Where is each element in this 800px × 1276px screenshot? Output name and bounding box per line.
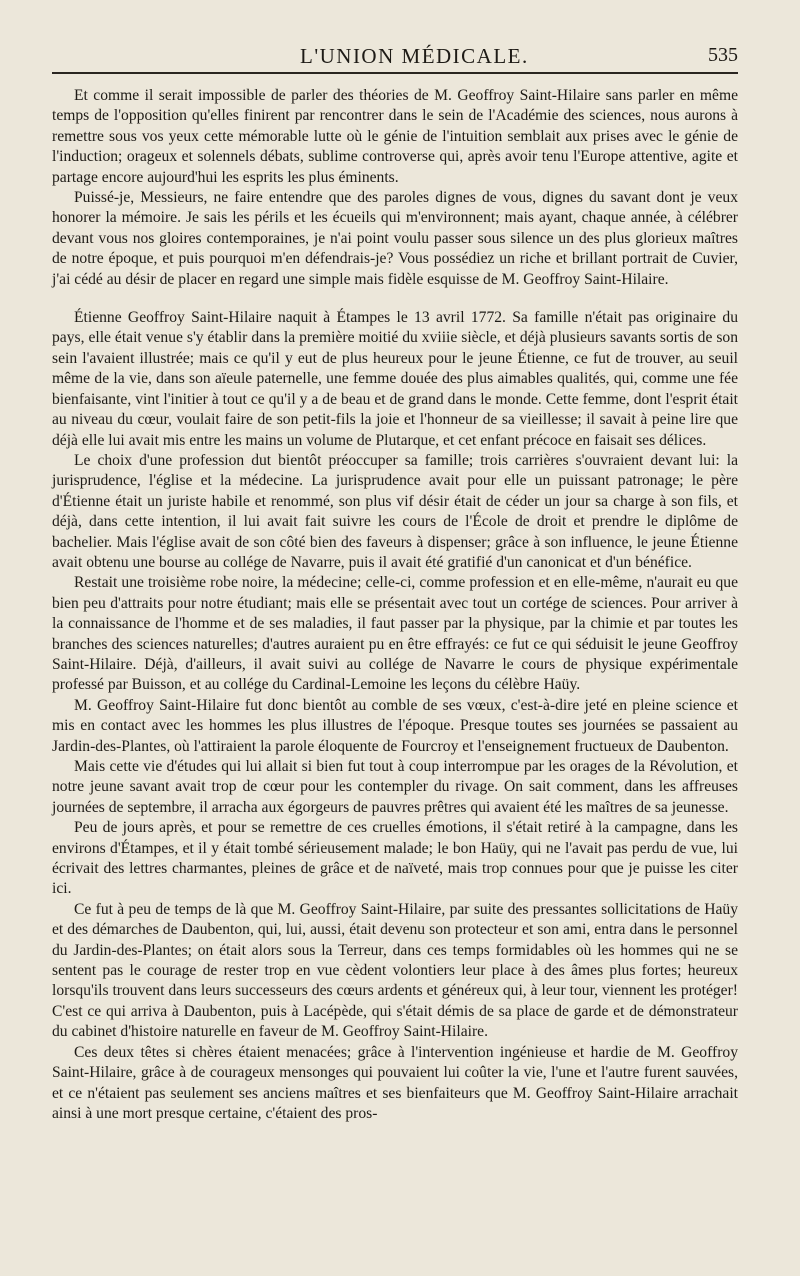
article-body <box>52 86 738 1124</box>
running-header <box>52 42 738 74</box>
section-gap <box>52 290 738 308</box>
paragraph-9: Ce fut à peu de temps de là que M. Geoffroy Saint-Hilaire, par suite des pressantes sollicitations de Haüy et des démarches de Daubenton, qui, lui, aussi, était devenu son protecteur et son ami, entra dans le personnel du Jardin-des-Plantes; on était alors sous la Terreur, dans ces temps formidables où les hommes qui ne se sentent pas le courage de rester trop en vue cèdent volontiers leur place à des âmes plus fortes; heureux lorsqu'ils trouvent dans leurs successeurs des cœurs ardents et généreux qui, à leur tour, viennent les protéger! C'est ce qui arriva à Daubenton, puis à Lacépède, qui s'était démis de sa place de garde et de démonstrateur du cabinet d'histoire naturelle en faveur de M. Geoffroy Saint-Hilaire. <box>52 900 738 1041</box>
paragraph-1: Et comme il serait impossible de parler des théories de M. Geoffroy Saint-Hilaire sans parler en même temps de l'opposition qu'elles finirent par rencontrer dans le sein de l'Académie des sciences, nous aurons à remettre sous vos yeux cette mémorable lutte où le génie de l'intuition semblait aux prises avec le génie de l'induction; orageux et solennels débats, sublime controverse qui, après avoir tenu l'Europe attentive, agite et partage encore aujourd'hui les esprits les plus éminents. <box>52 87 738 186</box>
paragraph-2: Puissé-je, Messieurs, ne faire entendre que des paroles dignes de vous, dignes du savant dont je veux honorer la mémoire. Je sais les périls et les écueils qui m'environnent; mais ayant, chaque année, à célébrer devant vous nos gloires contemporaines, je n'ai point voulu passer sous silence un des plus glorieux maîtres de notre époque, et puis pourquoi m'en défendrais-je? Vous possédiez un riche et brillant portrait de Cuvier, j'ai cédé au désir de placer en regard une simple mais fidèle esquisse de M. Geoffroy Saint-Hilaire. <box>52 189 738 288</box>
journal-title: L'UNION MÉDICALE. <box>300 44 529 68</box>
paragraph-5: Restait une troisième robe noire, la médecine; celle-ci, comme profession et en elle-même, n'aurait eu que bien peu d'attraits pour notre étudiant; mais elle se présentait avec tout un cortége de sciences. Pour arriver à la connaissance de l'homme et de ses maladies, il faut passer par la physique, par la chimie et par toutes les branches des sciences naturelles; d'autres auraient pu en être effrayés: ce fut ce qui séduisit le jeune Geoffroy Saint-Hilaire. Déjà, d'ailleurs, il avait suivi au collége de Navarre le cours de physique expérimentale professé par Buisson, et au collége du Cardinal-Lemoine les leçons du célèbre Haüy. <box>52 574 738 694</box>
paragraph-8: Peu de jours après, et pour se remettre de ces cruelles émotions, il s'était retiré à la campagne, dans les environs d'Étampes, et il y était tombé sérieusement malade; le bon Haüy, qui ne l'avait pas perdu de vue, lui écrivait des lettres charmantes, pleines de grâce et de naïveté, mais trop connues pour que je puisse les citer ici. <box>52 819 738 898</box>
paragraph-6: M. Geoffroy Saint-Hilaire fut donc bientôt au comble de ses vœux, c'est-à-dire jeté en pleine science et mis en contact avec les hommes les plus illustres de l'époque. Presque toutes ses journées se passaient au Jardin-des-Plantes, où l'attiraient la parole éloquente de Fourcroy et l'enseignement fructueux de Daubenton. <box>52 696 738 755</box>
paragraph-10: Ces deux têtes si chères étaient menacées; grâce à l'intervention ingénieuse et hardie de M. Geoffroy Saint-Hilaire, grâce à de courageux mensonges qui pouvaient lui coûter la vie, l'une et l'autre furent sauvées, et ce n'étaient pas seulement ses anciens maîtres et ses bienfaiteurs que M. Geoffroy Saint-Hilaire arrachait ainsi à une mort presque certaine, c'étaient des pros- <box>52 1043 738 1122</box>
paragraph-3: Étienne Geoffroy Saint-Hilaire naquit à Étampes le 13 avril 1772. Sa famille n'était pas originaire du pays, elle était venue s'y établir dans la première moitié du xviiie siècle, et déjà plusieurs savants sortis de son sein l'avaient illustrée; mais ce qu'il y eut de plus heureux pour le jeune Étienne, ce fut de trouver, au seuil même de la vie, dans son aïeule paternelle, une femme douée des plus aimables qualités, qui, comme une fée bienfaisante, vint l'initier à tout ce qu'il y a de beau et de grand dans le monde. Cette femme, dont l'esprit était au niveau du cœur, voulait faire de son petit-fils la joie et l'honneur de sa vieillesse; il savait à peine lire que déjà elle lui avait mis entre les mains un volume de Plutarque, et cet enfant précoce en faisait ses délices. <box>52 309 738 449</box>
page-number: 535 <box>708 44 738 66</box>
paragraph-7: Mais cette vie d'études qui lui allait si bien fut tout à coup interrompue par les orages de la Révolution, et notre jeune savant avait trop de cœur pour les contempler du rivage. On sait comment, dans les affreuses journées de septembre, il arracha aux égorgeurs de pauvres prêtres qui avaient été les maîtres de sa jeunesse. <box>52 758 738 816</box>
paragraph-4: Le choix d'une profession dut bientôt préoccuper sa famille; trois carrières s'ouvraient devant lui: la jurisprudence, l'église et la médecine. La jurisprudence avait pour elle un puissant patronage; le père d'Étienne était un juriste habile et renommé, son plus vif désir était de céder un jour sa charge à son fils, et déjà, dans cette intention, il lui avait fait suivre les cours de l'École de droit et prendre le diplôme de bachelier. Mais l'église avait de son côté bien des faveurs à dispenser; grâce à son influence, le jeune Étienne avait obtenu une bourse au collége de Navarre, puis il avait été gratifié d'un canonicat et d'un bénéfice. <box>52 451 738 571</box>
